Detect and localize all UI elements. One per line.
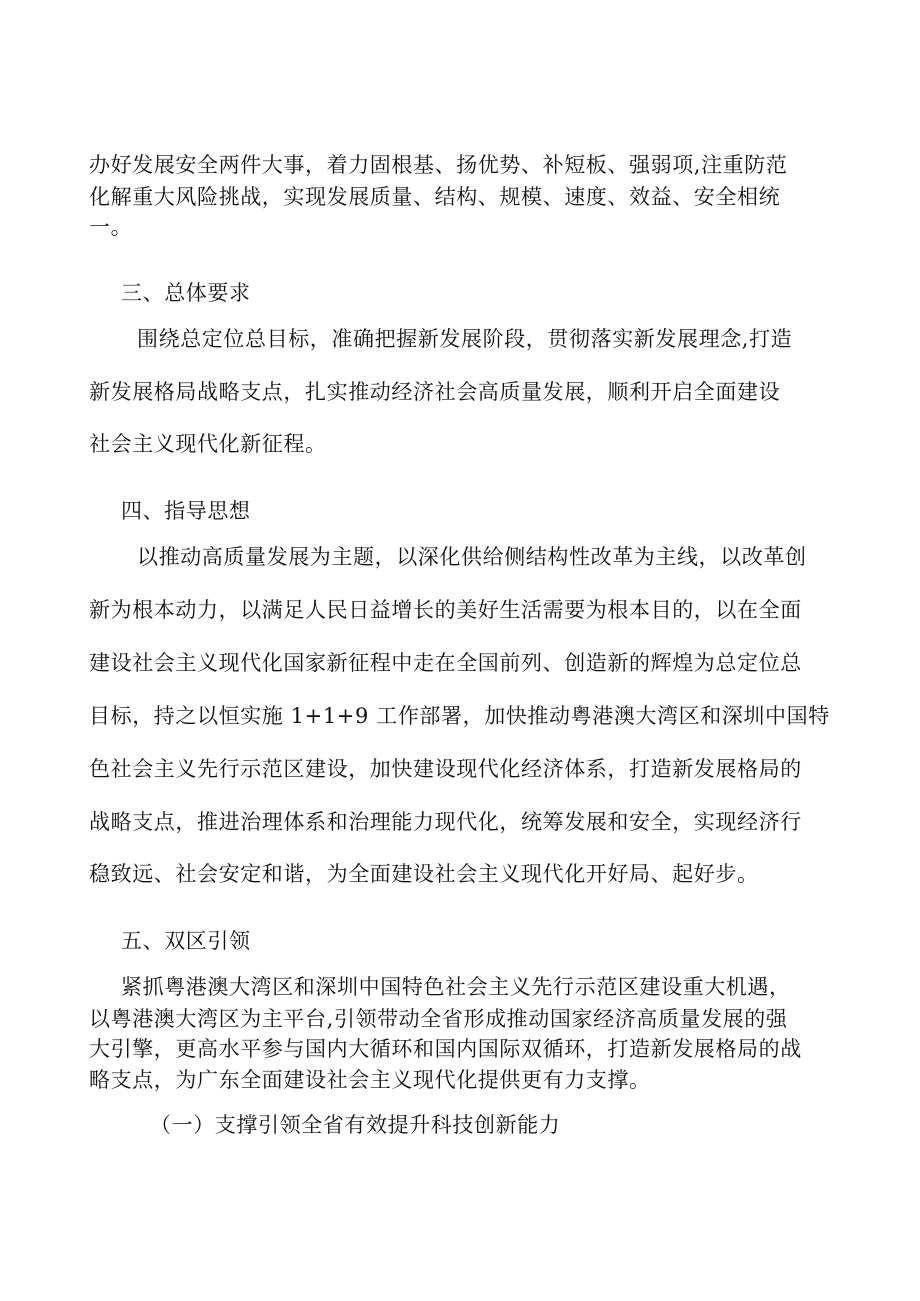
paragraph-intro-line-3: 一。	[89, 215, 133, 239]
paragraph-intro-line-2: 化解重大风险挑战，实现发展质量、结构、规模、速度、效益、安全相统	[89, 185, 781, 209]
paragraph-4-line-5: 色社会主义先行示范区建设，加快建设现代化经济体系，打造新发展格局的	[89, 757, 802, 781]
section-heading-5: 五、双区引领	[121, 929, 251, 953]
paragraph-3-line-3: 社会主义现代化新征程。	[89, 432, 327, 456]
paragraph-5-line-3: 大引擎，更高水平参与国内大循环和国内国际双循环，打造新发展格局的战	[89, 1037, 802, 1061]
paragraph-4-line-1: 以推动高质量发展为主题，以深化供给侧结构性改革为主线，以改革创	[137, 545, 807, 569]
paragraph-3-line-1: 围绕总定位总目标，准确把握新发展阶段，贯彻落实新发展理念,打造	[137, 327, 793, 351]
paragraph-4-line-6: 战略支点，推进治理体系和治理能力现代化，统筹发展和安全，实现经济行	[89, 810, 802, 834]
section-heading-4: 四、指导思想	[121, 499, 251, 523]
paragraph-4-line-7: 稳致远、社会安定和谐，为全面建设社会主义现代化开好局、起好步。	[89, 862, 759, 886]
paragraph-3-line-2: 新发展格局战略支点，扎实推动经济社会高质量发展，顺利开启全面建设	[89, 380, 781, 404]
paragraph-intro-line-1: 办好发展安全两件大事，着力固根基、扬优势、补短板、强弱项,注重防范	[89, 153, 788, 177]
paragraph-5-line-4: 略支点，为广东全面建设社会主义现代化提供更有力支撑。	[89, 1068, 651, 1092]
paragraph-4-line-3: 建设社会主义现代化国家新征程中走在全国前列、创造新的辉煌为总定位总	[89, 651, 802, 675]
subsection-heading-5-1: （一）支撑引领全省有效提升科技创新能力	[150, 1113, 561, 1137]
paragraph-5-line-2: 以粤港澳大湾区为主平台,引领带动全省形成推动国家经济高质量发展的强	[89, 1007, 788, 1031]
paragraph-4-line-2: 新为根本动力，以满足人民日益增长的美好生活需要为根本目的，以在全面	[89, 598, 802, 622]
section-heading-3: 三、总体要求	[121, 281, 251, 305]
paragraph-4-line-4: 目标，持之以恒实施 1+1+9 工作部署，加快推动粤港澳大湾区和深圳中国特	[89, 704, 830, 728]
paragraph-5-line-1: 紧抓粤港澳大湾区和深圳中国特色社会主义先行示范区建设重大机遇，	[121, 975, 791, 999]
